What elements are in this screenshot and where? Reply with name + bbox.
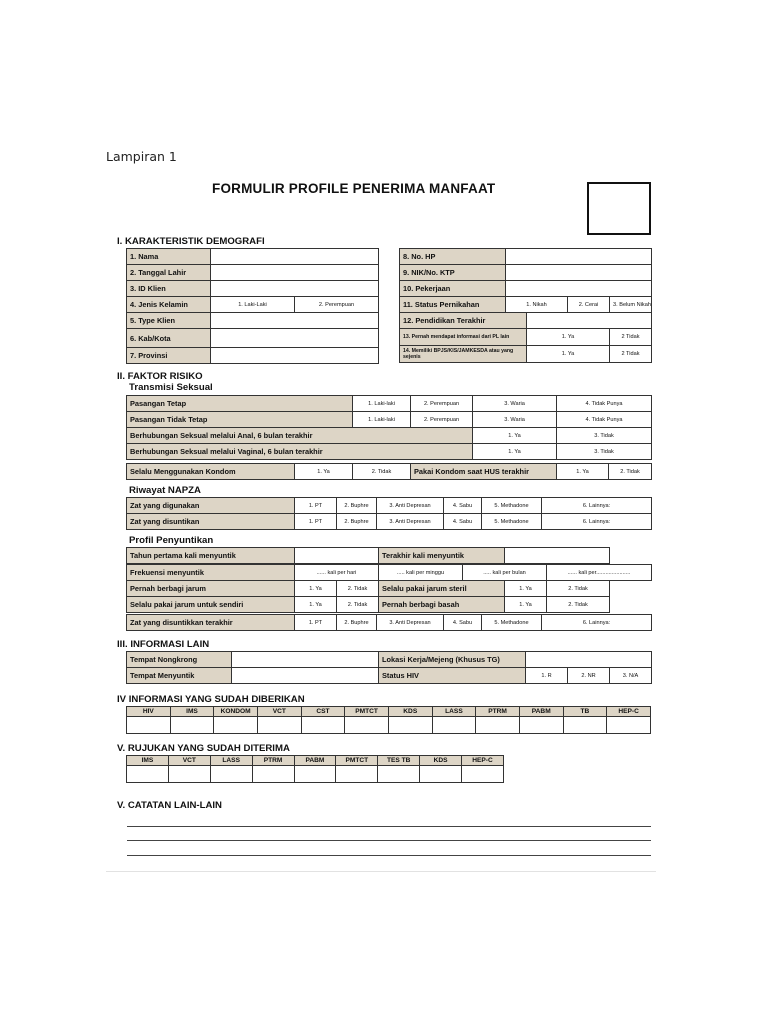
option-cell[interactable]: 3. Waria bbox=[473, 412, 557, 428]
field-label: Berhubungan Seksual melalui Anal, 6 bulan terakhir bbox=[127, 428, 473, 444]
option-cell[interactable]: 1. Ya bbox=[505, 581, 547, 597]
checkbox-cell[interactable] bbox=[432, 717, 476, 734]
column-header: PABM bbox=[294, 756, 336, 766]
option-cell[interactable]: ..... kali per minggu bbox=[379, 565, 463, 581]
field-label: Berhubungan Seksual melalui Vaginal, 6 bulan terakhir bbox=[127, 444, 473, 460]
checkbox-cell[interactable] bbox=[388, 717, 432, 734]
option-cell[interactable]: 1. Laki-laki bbox=[353, 412, 411, 428]
nik-input[interactable] bbox=[506, 265, 652, 281]
checkbox-cell[interactable] bbox=[214, 717, 258, 734]
field-label: 10. Pekerjaan bbox=[400, 281, 506, 297]
field-label: 1. Nama bbox=[127, 249, 211, 265]
option-cell[interactable]: 2. Perempuan bbox=[295, 297, 379, 313]
option-cell[interactable]: 1. Ya bbox=[473, 444, 557, 460]
field-label: Pasangan Tidak Tetap bbox=[127, 412, 353, 428]
notes-line[interactable] bbox=[127, 855, 651, 856]
option-cell[interactable]: 1. Ya bbox=[473, 428, 557, 444]
checkbox-cell[interactable] bbox=[168, 766, 210, 783]
field-label: Zat yang digunakan bbox=[127, 498, 295, 514]
checkbox-cell[interactable] bbox=[519, 717, 563, 734]
option-cell[interactable]: 5. Methadone bbox=[482, 498, 542, 514]
column-header: HEP-C bbox=[462, 756, 504, 766]
section-3-title: III. INFORMASI LAIN bbox=[117, 639, 210, 650]
option-cell[interactable]: 3. Anti Depresan bbox=[377, 514, 444, 530]
attachment-label: Lampiran 1 bbox=[106, 149, 177, 164]
checkbox-cell[interactable] bbox=[476, 717, 520, 734]
section-6-title: V. CATATAN LAIN-LAIN bbox=[117, 800, 222, 811]
option-cell[interactable]: 1. Ya bbox=[527, 329, 610, 346]
option-cell[interactable]: 4. Tidak Punya bbox=[557, 396, 652, 412]
field-label: Lokasi Kerja/Mejeng (Khusus TG) bbox=[379, 652, 526, 668]
option-cell[interactable]: ...... kali per...................... bbox=[547, 565, 652, 581]
field-label: 5. Type Klien bbox=[127, 313, 211, 329]
option-cell[interactable]: 1. PT bbox=[295, 498, 337, 514]
checkbox-cell[interactable] bbox=[210, 766, 252, 783]
option-cell[interactable]: 3. Tidak bbox=[557, 444, 652, 460]
work-location-input[interactable] bbox=[526, 652, 652, 668]
section-2-title: II. FAKTOR RISIKO bbox=[117, 371, 203, 382]
page-divider bbox=[106, 871, 656, 872]
checkbox-cell[interactable] bbox=[127, 717, 171, 734]
column-header: KONDOM bbox=[214, 707, 258, 717]
zat-terakhir-table bbox=[126, 614, 652, 631]
column-header: KDS bbox=[420, 756, 462, 766]
notes-line[interactable] bbox=[127, 826, 651, 827]
option-cell[interactable]: 2. NR bbox=[568, 668, 610, 684]
napza-table bbox=[126, 497, 652, 530]
column-header: PMTCT bbox=[336, 756, 378, 766]
kondom-table bbox=[126, 463, 652, 480]
checkbox-cell[interactable] bbox=[462, 766, 504, 783]
field-label: 13. Pernah mendapat informasi dari PL lain bbox=[400, 329, 527, 346]
option-cell[interactable]: 2. Tidak bbox=[609, 464, 652, 480]
option-cell[interactable]: 1. Ya bbox=[295, 597, 337, 613]
birthdate-input[interactable] bbox=[211, 265, 379, 281]
option-cell[interactable]: 3. Anti Depresan bbox=[377, 615, 444, 631]
photo-box bbox=[587, 182, 651, 235]
education-input[interactable] bbox=[527, 313, 652, 329]
option-cell[interactable]: 3. Anti Depresan bbox=[377, 498, 444, 514]
option-cell[interactable]: 1. Ya bbox=[527, 346, 610, 363]
field-label: 3. ID Klien bbox=[127, 281, 211, 297]
checkbox-cell[interactable] bbox=[420, 766, 462, 783]
option-cell[interactable]: 2. Cerai bbox=[568, 297, 610, 313]
option-cell[interactable]: 2. Tidak bbox=[547, 597, 610, 613]
column-header: PTRM bbox=[476, 707, 520, 717]
option-cell[interactable]: 6. Lainnya: bbox=[542, 514, 652, 530]
occupation-input[interactable] bbox=[506, 281, 652, 297]
column-header: VCT bbox=[257, 707, 301, 717]
option-cell[interactable]: 1. PT bbox=[295, 514, 337, 530]
checkbox-cell[interactable] bbox=[170, 717, 214, 734]
inject-place-input[interactable] bbox=[232, 668, 379, 684]
field-label: 14. Memiliki BPJS/KIS/JAMKESDA atau yang sejenis bbox=[400, 346, 527, 363]
field-label: Tahun pertama kali menyuntik bbox=[127, 548, 295, 564]
option-cell[interactable]: 4. Tidak Punya bbox=[557, 412, 652, 428]
option-cell[interactable]: 4. Sabu bbox=[444, 615, 482, 631]
info-lain-table bbox=[126, 651, 652, 684]
checkbox-cell[interactable] bbox=[607, 717, 651, 734]
column-header: KDS bbox=[388, 707, 432, 717]
referral-table bbox=[126, 755, 504, 783]
option-cell[interactable]: 2. Buphre bbox=[337, 514, 377, 530]
province-input[interactable] bbox=[211, 348, 379, 364]
column-header: PMTCT bbox=[345, 707, 389, 717]
column-header: IMS bbox=[127, 756, 169, 766]
checkbox-cell[interactable] bbox=[345, 717, 389, 734]
column-header: VCT bbox=[168, 756, 210, 766]
option-cell[interactable]: 2 Tidak bbox=[610, 346, 652, 363]
field-label: 11. Status Pernikahan bbox=[400, 297, 506, 313]
option-cell[interactable]: 1. R bbox=[526, 668, 568, 684]
field-label: Pernah berbagi jarum bbox=[127, 581, 295, 597]
option-cell[interactable]: 4. Sabu bbox=[444, 514, 482, 530]
option-cell[interactable]: 1. PT bbox=[295, 615, 337, 631]
checkbox-cell[interactable] bbox=[252, 766, 294, 783]
subsection-transmisi: Transmisi Seksual bbox=[129, 382, 213, 393]
field-label: Status HIV bbox=[379, 668, 526, 684]
option-cell[interactable]: 2. Tidak bbox=[337, 581, 379, 597]
option-cell[interactable]: ..... kali per bulan bbox=[463, 565, 547, 581]
field-label: Frekuensi menyuntik bbox=[127, 565, 295, 581]
last-inject-input[interactable] bbox=[505, 548, 610, 564]
first-inject-year-input[interactable] bbox=[295, 548, 379, 564]
form-title: FORMULIR PROFILE PENERIMA MANFAAT bbox=[212, 181, 496, 196]
jarum-table bbox=[126, 580, 610, 613]
option-cell[interactable]: 1. Ya bbox=[295, 581, 337, 597]
subsection-profil: Profil Penyuntikan bbox=[129, 535, 214, 546]
column-header: TES TB bbox=[378, 756, 420, 766]
field-label: Tempat Nongkrong bbox=[127, 652, 232, 668]
column-header: TB bbox=[563, 707, 607, 717]
column-header: HEP-C bbox=[607, 707, 651, 717]
field-label: Pernah berbagi basah bbox=[379, 597, 505, 613]
column-header: IMS bbox=[170, 707, 214, 717]
option-cell[interactable]: 6. Lainnya: bbox=[542, 498, 652, 514]
profil-top-table bbox=[126, 547, 610, 564]
option-cell[interactable]: 2. Buphre bbox=[337, 615, 377, 631]
field-label: 2. Tanggal Lahir bbox=[127, 265, 211, 281]
column-header: PABM bbox=[519, 707, 563, 717]
option-cell[interactable]: 5. Methadone bbox=[482, 514, 542, 530]
option-cell[interactable]: ...... kali per hari bbox=[295, 565, 379, 581]
frekuensi-table bbox=[126, 564, 652, 581]
option-cell[interactable]: 6. Lainnya: bbox=[542, 615, 652, 631]
field-label: Selalu Menggunakan Kondom bbox=[127, 464, 295, 480]
option-cell[interactable]: 2. Perempuan bbox=[411, 412, 473, 428]
field-label: 12. Pendidikan Terakhir bbox=[400, 313, 527, 329]
option-cell[interactable]: 2. Perempuan bbox=[411, 396, 473, 412]
column-header: LASS bbox=[210, 756, 252, 766]
option-cell[interactable]: 2 Tidak bbox=[610, 329, 652, 346]
field-label: Selalu pakai jarum untuk sendiri bbox=[127, 597, 295, 613]
checkbox-cell[interactable] bbox=[378, 766, 420, 783]
transmisi-table bbox=[126, 395, 652, 460]
option-cell[interactable]: 3. Waria bbox=[473, 396, 557, 412]
checkbox-cell[interactable] bbox=[301, 717, 345, 734]
option-cell[interactable]: 1. Ya bbox=[505, 597, 547, 613]
checkbox-cell[interactable] bbox=[257, 717, 301, 734]
field-label: 8. No. HP bbox=[400, 249, 506, 265]
field-label: Terakhir kali menyuntik bbox=[379, 548, 505, 564]
section-5-title: V. RUJUKAN YANG SUDAH DITERIMA bbox=[117, 743, 290, 754]
demographic-right-table bbox=[399, 248, 652, 363]
field-label: 4. Jenis Kelamin bbox=[127, 297, 211, 313]
column-header: CST bbox=[301, 707, 345, 717]
option-cell[interactable]: 1. Ya bbox=[557, 464, 609, 480]
option-cell[interactable]: 2. Tidak bbox=[547, 581, 610, 597]
option-cell[interactable]: 4. Sabu bbox=[444, 498, 482, 514]
option-cell[interactable]: 5. Methadone bbox=[482, 615, 542, 631]
column-header: PTRM bbox=[252, 756, 294, 766]
option-cell[interactable]: 3. N/A bbox=[610, 668, 652, 684]
column-header: LASS bbox=[432, 707, 476, 717]
field-label: 7. Provinsi bbox=[127, 348, 211, 364]
demographic-left-table bbox=[126, 248, 379, 364]
subsection-napza: Riwayat NAPZA bbox=[129, 485, 201, 496]
option-cell[interactable]: 2. Buphre bbox=[337, 498, 377, 514]
section-1-title: I. KARAKTERISTIK DEMOGRAFI bbox=[117, 236, 265, 247]
option-cell[interactable]: 3. Belum Nikah bbox=[610, 297, 652, 313]
field-label: Zat yang disuntikkan terakhir bbox=[127, 615, 295, 631]
field-label: 9. NIK/No. KTP bbox=[400, 265, 506, 281]
option-cell[interactable]: 1. Nikah bbox=[506, 297, 568, 313]
info-given-table bbox=[126, 706, 651, 734]
client-type-input[interactable] bbox=[211, 313, 379, 329]
checkbox-cell[interactable] bbox=[294, 766, 336, 783]
option-cell[interactable]: 2. Tidak bbox=[337, 597, 379, 613]
section-4-title: IV INFORMASI YANG SUDAH DIBERIKAN bbox=[117, 694, 305, 705]
field-label: Tempat Menyuntik bbox=[127, 668, 232, 684]
field-label: Pakai Kondom saat HUS terakhir bbox=[411, 464, 557, 480]
notes-line[interactable] bbox=[127, 840, 651, 841]
column-header: HIV bbox=[127, 707, 171, 717]
option-cell[interactable]: 1. Laki-Laki bbox=[211, 297, 295, 313]
name-input[interactable] bbox=[211, 249, 379, 265]
field-label: Selalu pakai jarum steril bbox=[379, 581, 505, 597]
city-input[interactable] bbox=[211, 329, 379, 348]
field-label: Zat yang disuntikan bbox=[127, 514, 295, 530]
field-label: 6. Kab/Kota bbox=[127, 329, 211, 348]
option-cell[interactable]: 1. Ya bbox=[295, 464, 353, 480]
field-label: Pasangan Tetap bbox=[127, 396, 353, 412]
client-id-input[interactable] bbox=[211, 281, 379, 297]
option-cell[interactable]: 3. Tidak bbox=[557, 428, 652, 444]
option-cell[interactable]: 1. Laki-laki bbox=[353, 396, 411, 412]
checkbox-cell[interactable] bbox=[336, 766, 378, 783]
hangout-place-input[interactable] bbox=[232, 652, 379, 668]
checkbox-cell[interactable] bbox=[563, 717, 607, 734]
phone-input[interactable] bbox=[506, 249, 652, 265]
option-cell[interactable]: 2. Tidak bbox=[353, 464, 411, 480]
checkbox-cell[interactable] bbox=[127, 766, 169, 783]
